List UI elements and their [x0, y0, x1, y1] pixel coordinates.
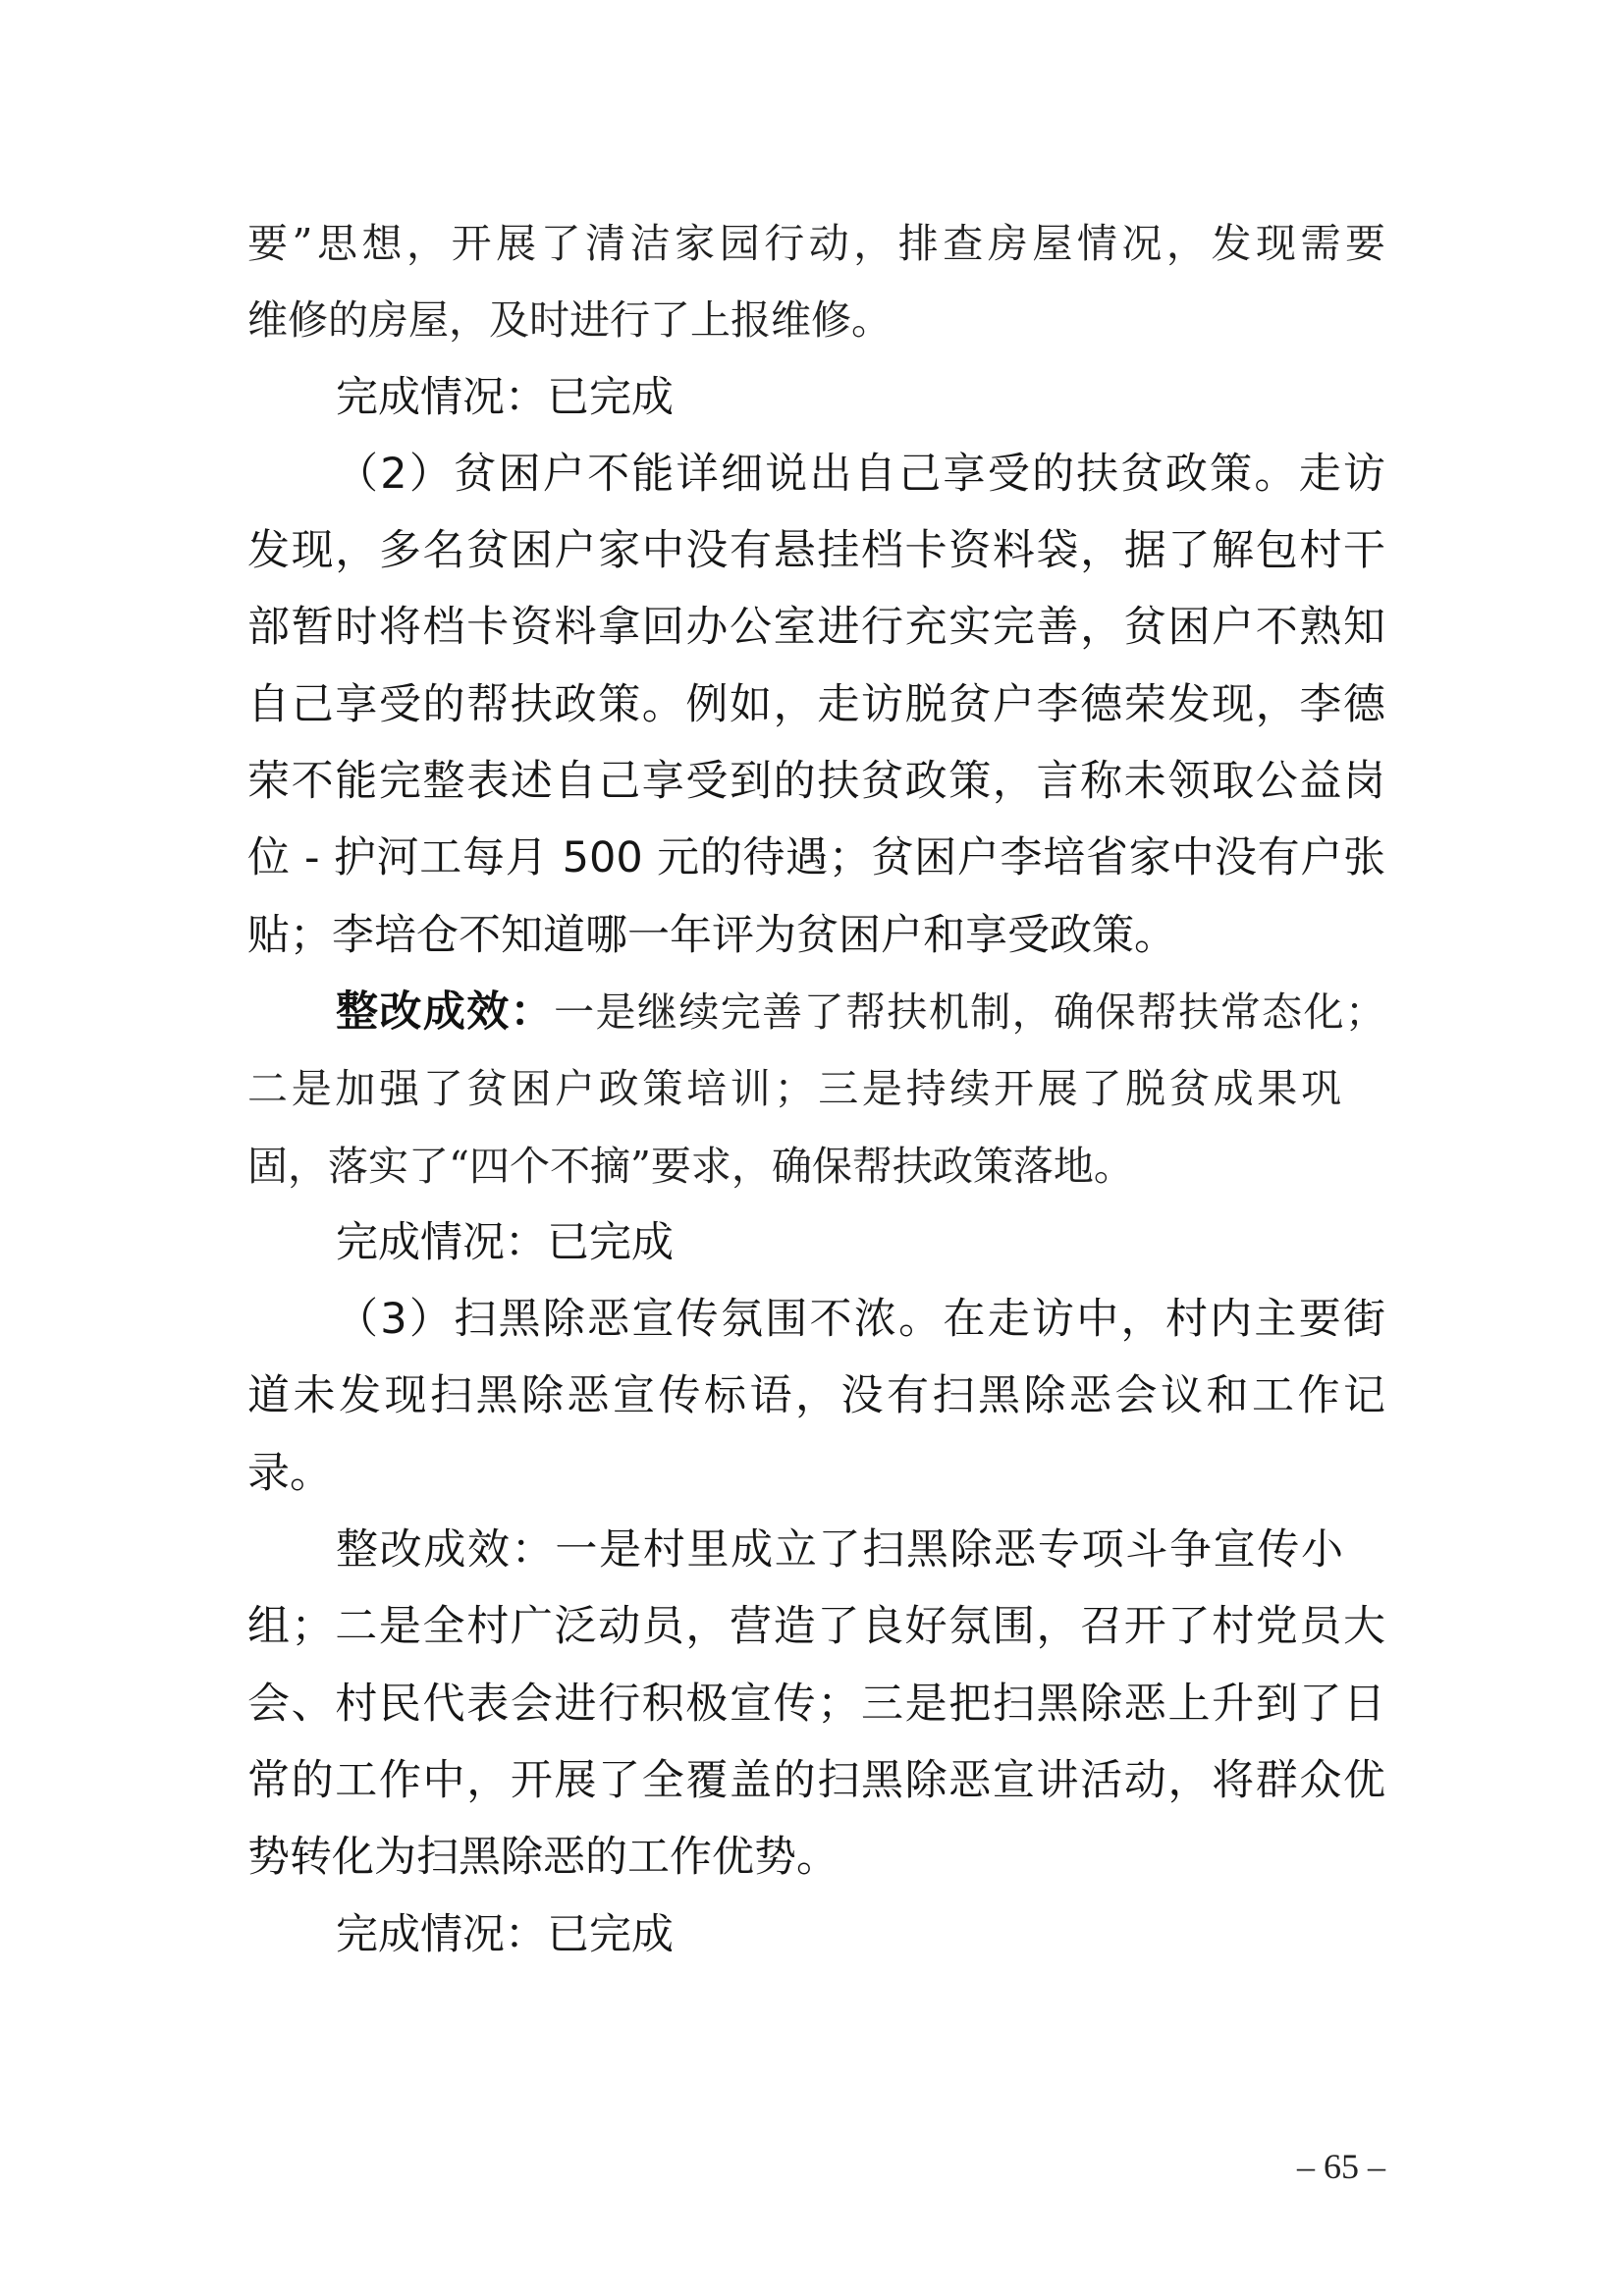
text-line: 常的工作中，开展了全覆盖的扫黑除恶宣讲活动，将群众优: [247, 1755, 1385, 1805]
rectification-result-line: [247, 974, 1385, 1050]
text-line: 自己享受的帮扶政策。例如，走访脱贫户李德荣发现，李德: [247, 679, 1385, 729]
text-line: 维修的房屋，及时进行了上报维修。: [247, 296, 892, 345]
text-line: 录。: [247, 1448, 332, 1498]
text-line: 势转化为扫黑除恶的工作优势。: [247, 1833, 839, 1883]
rectification-text: 一是继续完善了帮扶机制，确保帮扶常态化；: [554, 988, 1385, 1036]
text-line: 位 - 护河工每月 500 元的待遇；贫困户李培省家中没有户张: [247, 833, 1385, 883]
text-line: 道未发现扫黑除恶宣传标语，没有扫黑除恶会议和工作记: [247, 1371, 1385, 1421]
text-line: 固，落实了“四个不摘”要求，确保帮扶政策落地。: [247, 1142, 1134, 1190]
document-body: [247, 205, 1385, 1973]
completion-status-line: 完成情况：已完成: [336, 1217, 674, 1267]
text-line: 要”思想，开展了清洁家园行动，排查房屋情况，发现需要: [247, 220, 1385, 267]
text-line: 发现，多名贫困户家中没有悬挂档卡资料袋，据了解包村干: [247, 526, 1385, 576]
rectification-label: 整改成效：: [336, 987, 555, 1037]
text-line: 贴；李培仓不知道哪一年评为贫困户和享受政策。: [247, 910, 1176, 960]
text-line: 会、村民代表会进行积极宣传；三是把扫黑除恶上升到了日: [247, 1679, 1385, 1729]
page-number: – 65 –: [1297, 2147, 1385, 2186]
completion-status-line: 完成情况：已完成: [336, 372, 674, 422]
text-line: 部暂时将档卡资料拿回办公室进行充实完善，贫困户不熟知: [247, 603, 1385, 653]
issue-heading-line: （3）扫黑除恶宣传氛围不浓。在走访中，村内主要街: [336, 1295, 1385, 1345]
text-line: 二是加强了贫困户政策培训；三是持续开展了脱贫成果巩: [247, 1065, 1341, 1113]
completion-status-line: 完成情况：已完成: [336, 1909, 674, 1959]
rectification-result-line: 整改成效：一是村里成立了扫黑除恶专项斗争宣传小: [336, 1525, 1343, 1575]
text-line: 组；二是全村广泛动员，营造了良好氛围，召开了村党员大: [247, 1602, 1385, 1652]
text-line: 荣不能完整表述自己享受到的扶贫政策，言称未领取公益岗: [247, 757, 1385, 807]
issue-heading-line: （2）贫困户不能详细说出自己享受的扶贫政策。走访: [336, 449, 1385, 499]
